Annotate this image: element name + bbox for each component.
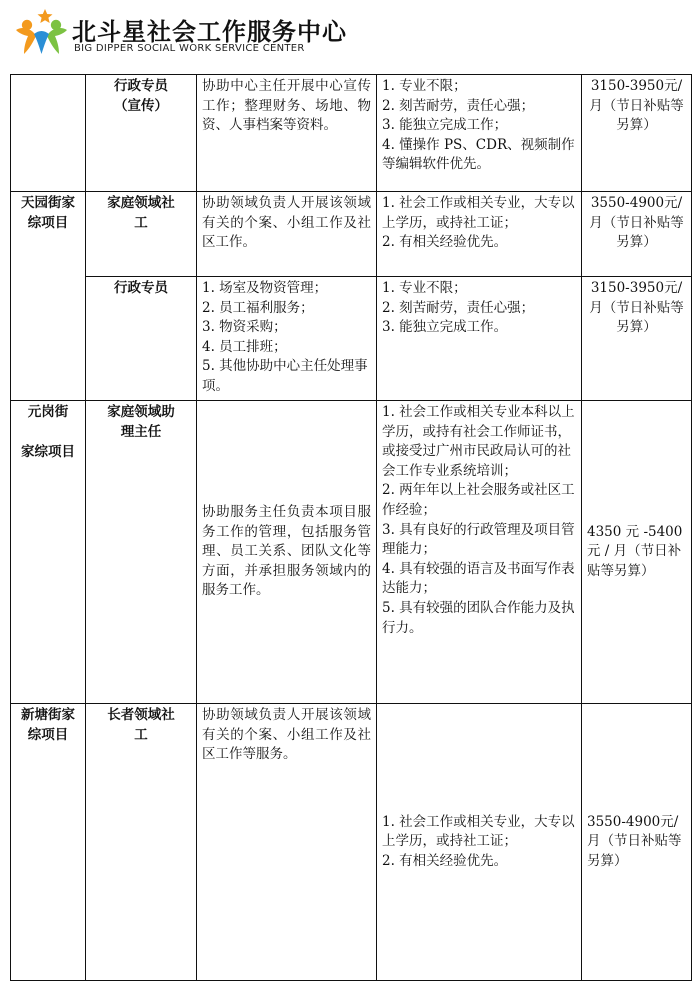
duty-cell [197,401,377,704]
requirement-item: 4. 具有较强的语言及书面写作表达能力； [382,560,575,597]
duty-item: 4. 员工排班； [202,338,287,355]
role-title: 家庭领域社工 [107,195,175,231]
page-header [12,6,692,56]
salary-text: 3550-4900元/月（节日补贴等另算） [589,195,684,251]
requirements-cell [377,277,582,401]
salary-text: 3150-3950元/月（节日补贴等另算） [589,280,684,336]
requirement-item: 1. 社会工作或相关专业本科以上学历，或持有社会工作师证书，或接受过广州市民政局认可的社会工作专业系统培训； [382,404,575,479]
salary-text: 3150-3950元/月（节日补贴等另算） [589,78,684,134]
salary-cell [582,401,692,704]
role-title: 行政专员 [114,280,168,296]
salary-cell [582,192,692,277]
duty-item: 5. 其他协助中心主任处理事项。 [202,358,368,394]
requirement-item: 3. 具有良好的行政管理及项目管理能力； [382,521,575,558]
org-name-en: BIG DIPPER SOCIAL WORK SERVICE CENTER [74,43,305,54]
role-title: 家庭领域助理主任 [107,404,175,440]
table-row [11,75,692,192]
role-cell [86,704,197,981]
table-row [11,277,692,401]
role-title: 行政专员（宣传） [114,78,168,114]
salary-text: 4350 元 -5400 元 / 月（节日补贴等另算） [587,523,683,579]
role-title: 长者领域社工 [107,707,175,743]
duty-item: 3. 物资采购； [202,319,287,336]
role-cell [86,75,197,192]
requirements-cell [377,704,582,981]
salary-cell [582,704,692,981]
duty-text: 协助服务主任负责本项目服务工作的管理，包括服务管理、员工关系、团队文化等方面，并承担服务领域内的服务工作。 [202,504,371,599]
requirement-item: 4. 懂操作 PS、CDR、视频制作等编辑软件优先。 [382,136,575,173]
dept-name: 天园街家综项目 [21,195,75,231]
salary-text: 3550-4900元/月（节日补贴等另算） [587,813,682,869]
requirement-item: 5. 具有较强的团队合作能力及执行力。 [382,599,575,636]
dept-name: 新塘街家综项目 [21,707,75,743]
requirement-item: 3. 能独立完成工作。 [382,319,508,336]
role-cell [86,192,197,277]
requirement-item: 3. 能独立完成工作； [382,117,508,134]
dept-name-line1: 元岗街 [27,404,69,420]
requirement-item: 2. 有相关经验优先。 [382,852,508,869]
table-row [11,704,692,981]
requirement-item: 1. 社会工作或相关专业，大专以上学历，或持社工证； [382,195,575,231]
big-dipper-people-logo-icon [12,8,70,56]
duty-cell [197,75,377,192]
duty-cell [197,704,377,981]
duty-text: 协助领域负责人开展该领域有关的个案、小组工作及社区工作。 [202,195,371,251]
requirement-item: 2. 有相关经验优先。 [382,234,508,251]
jobs-table [10,74,692,981]
dept-cell [11,704,86,981]
duty-item: 2. 员工福利服务； [202,299,314,316]
salary-cell [582,75,692,192]
dept-cell [11,401,86,704]
dept-cell [11,192,86,401]
salary-cell [582,277,692,401]
dept-name-line2: 家综项目 [21,443,75,460]
duty-cell [197,192,377,277]
requirements-cell [377,401,582,704]
table-row [11,192,692,277]
duty-text: 协助中心主任开展中心宣传工作；整理财务、场地、物资、人事档案等资料。 [202,78,371,134]
requirement-item: 1. 社会工作或相关专业，大专以上学历，或持社工证； [382,813,575,850]
dept-cell [11,75,86,192]
requirement-item: 2. 刻苦耐劳，责任心强； [382,97,535,114]
duty-cell [197,277,377,401]
table-row [11,401,692,704]
requirement-item: 1. 专业不限； [382,280,467,296]
requirement-item: 1. 专业不限； [382,78,467,94]
requirements-cell [377,75,582,192]
duty-text: 协助领域负责人开展该领域有关的个案、小组工作及社区工作等服务。 [202,707,371,763]
requirement-item: 2. 两年年以上社会服务或社区工作经验； [382,482,575,518]
duty-item: 1. 场室及物资管理； [202,280,328,296]
role-cell [86,277,197,401]
org-name-cn: 北斗星社会工作服务中心 [72,18,347,46]
requirement-item: 2. 刻苦耐劳，责任心强； [382,299,535,316]
role-cell [86,401,197,704]
requirements-cell [377,192,582,277]
